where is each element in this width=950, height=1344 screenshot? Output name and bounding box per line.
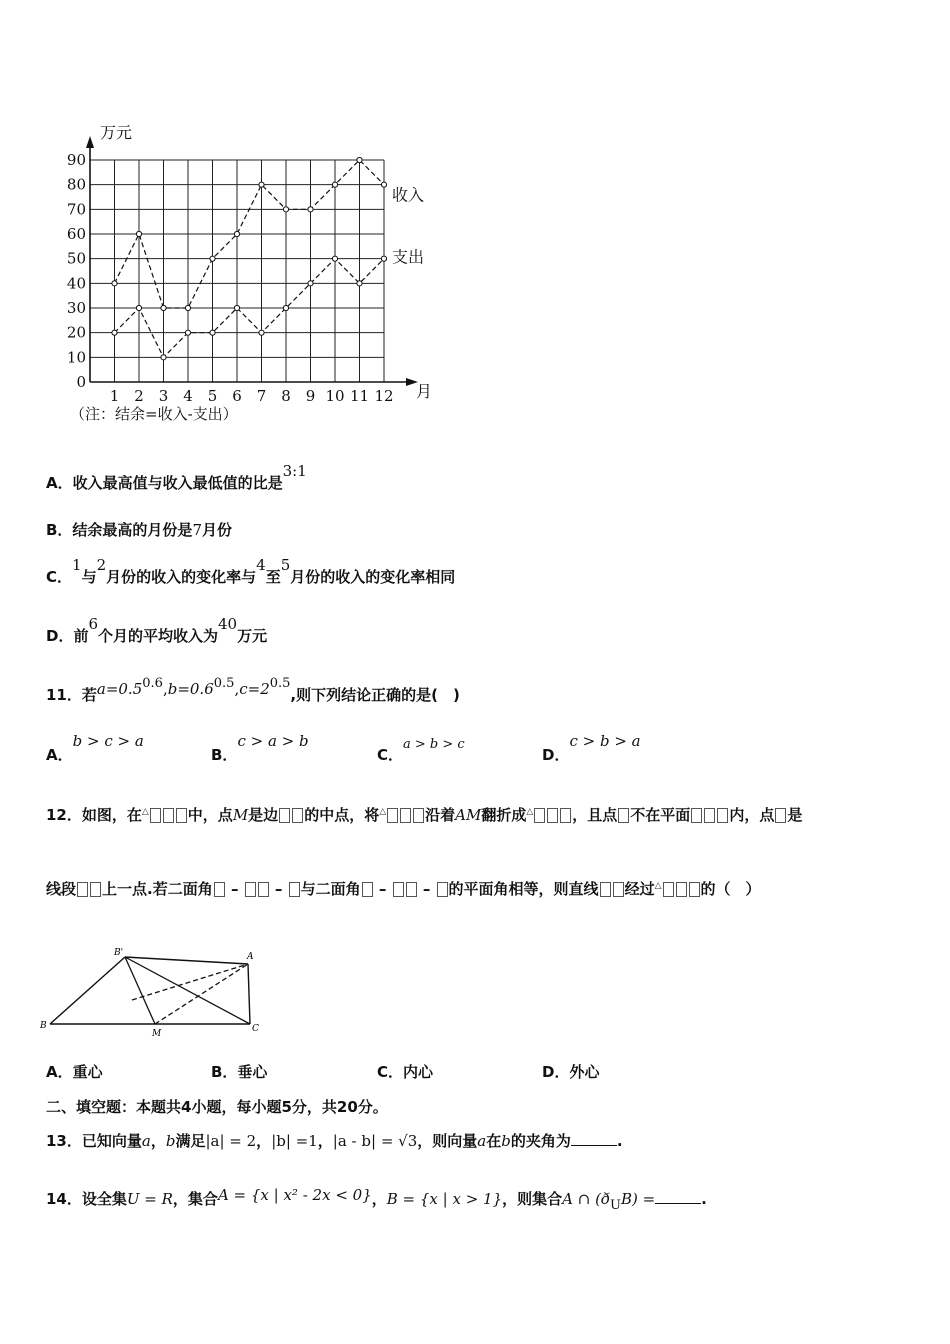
q12-line-1 [46,804,802,825]
q10-d-m1: 6 [88,615,98,633]
q12-l2-t3: 与二面角 [300,880,361,898]
data-point [210,256,215,261]
q12-option-c[interactable]: C．内心 [377,1063,434,1081]
q13-t5: ， [317,1132,333,1150]
y-tick-label: 80 [66,175,86,194]
q12-l1-t4: 的中点，将 [304,806,380,824]
label-a: A [247,952,254,962]
label-b-prime: B' [114,948,124,958]
y-tick-label: 60 [66,225,86,243]
q11-option-d[interactable] [542,732,641,765]
q12-l2-t5: 经过 [624,880,655,898]
data-point [185,330,190,335]
q12-option-d[interactable]: D．外心 [542,1063,600,1081]
missing-glyph [393,882,404,897]
q10-c-m3: 4 [256,556,266,574]
section-title: 二、填空题：本题共4小题，每小题5分，共20分。 [46,1098,388,1116]
q12-l2-t4: 的平面角相等，则直线 [448,880,599,898]
chart-note: （注：结余=收入-支出） [70,405,238,423]
q13-vec-b: b [165,1132,176,1150]
q12-l1-t10: 是 [787,806,803,824]
label-c: C [252,1024,259,1034]
q14-m4-sub: U [609,1198,621,1213]
q10-c-m4: 5 [280,556,291,574]
x-tick-label: 4 [183,387,193,405]
missing-glyph [289,882,300,897]
x-tick-label: 12 [374,387,394,405]
data-point [308,207,313,212]
q13-m1: |a| = 2 [205,1132,257,1150]
q12-l1-t6: 翻折成 [481,806,527,824]
answer-blank[interactable] [571,1133,617,1146]
q11-option-b[interactable] [211,732,309,765]
q11-a-exp: 0.6 [142,676,163,691]
q14-t5: . [701,1190,707,1208]
data-point [259,330,264,335]
q12-l1-t3: 是边 [248,806,279,824]
data-point [332,256,337,261]
data-point [381,182,386,187]
triangle-icon: △ [526,807,534,817]
q13-t3: 满足 [175,1132,206,1150]
q12-l2-t2: 上一点.若二面角 [102,880,213,898]
missing-glyph [387,808,398,823]
y-axis-label: 万元 [100,123,133,142]
q10-option-a[interactable] [46,462,307,493]
missing-glyph [560,808,571,823]
q14-t2: ，集合 [172,1190,218,1208]
q13-t9: . [616,1132,623,1150]
q13-vec-a-2: a [477,1132,487,1150]
q12-l2-t1: 线段 [46,880,77,898]
data-point [185,305,190,310]
data-point [234,231,239,236]
x-tick-label: 1 [109,387,120,405]
missing-glyph [176,808,187,823]
q10-c-t4: 至 [265,568,281,586]
x-tick-label: 6 [232,387,242,405]
q12-l1-t9: 内，点 [729,806,775,824]
missing-glyph [689,882,700,897]
missing-glyph [691,808,702,823]
q14-m3: B = {x | x > 1} [386,1190,503,1208]
q13-vec-b-2: b [501,1132,511,1150]
data-point [357,281,362,286]
q11-d-label: D． [542,746,570,764]
q10-c-m1: 1 [72,556,82,574]
q10-c-label: C． [46,568,73,586]
y-tick-label: 90 [66,151,86,169]
missing-glyph [406,882,417,897]
q13-t6: ，则向量 [417,1132,478,1150]
missing-glyph [600,882,611,897]
data-point [308,281,313,286]
q11-c-label: C． [377,746,404,764]
q14-stem [46,1186,707,1213]
q13-t2: ， [150,1132,166,1150]
missing-glyph [279,808,290,823]
q12-l1-t2: 中，点 [187,806,233,824]
series-label-expense: 支出 [392,247,425,267]
y-axis-arrow [86,136,94,148]
data-point [283,305,288,310]
missing-glyph [613,882,624,897]
missing-glyph [618,808,629,823]
q14-m4b: B) = [620,1190,656,1208]
q10-option-b-suffix: 月份 [201,521,232,539]
y-tick-label: 10 [66,348,86,367]
q13-vec-a: a [141,1132,151,1150]
q11-c-eq: c=2 [239,680,270,698]
missing-glyph [775,808,786,823]
q11-suffix: ,则下列结论正确的是( ) [290,686,460,704]
missing-glyph [77,882,88,897]
missing-glyph [292,808,303,823]
q11-stem [46,676,460,705]
data-point [283,207,288,212]
x-tick-label: 7 [256,387,267,405]
folded-triangle-figure [40,940,270,1045]
q10-d-t3: 万元 [237,627,268,645]
triangle-icon: △ [379,807,387,817]
missing-glyph [90,882,101,897]
missing-glyph [150,808,161,823]
q12-option-b[interactable]: B．垂心 [211,1063,268,1081]
x-tick-label: 11 [349,387,370,405]
q13-t1: 13．已知向量 [46,1132,142,1150]
missing-glyph [704,808,715,823]
q11-expr: a=0.50.6,b=0.60.5,c=20.5 [96,676,291,698]
q11-d-math: c > b > a [569,732,641,750]
missing-glyph [214,882,225,897]
label-b: B [40,1021,47,1031]
x-tick-label: 9 [305,387,316,405]
q13-stem [46,1130,623,1151]
missing-glyph [534,808,545,823]
q14-t3: ， [371,1190,387,1208]
x-tick-label: 5 [207,387,218,405]
y-tick-label: 0 [76,373,86,391]
q14-t4: ，则集合 [502,1190,563,1208]
q10-c-t2: 与 [81,568,97,586]
missing-glyph [258,882,269,897]
q10-option-b-text: B．结余最高的月份是 [46,521,193,539]
missing-glyph [547,808,558,823]
y-tick-label: 40 [66,274,86,293]
q10-d-t2: 个月的平均收入为 [98,627,219,645]
x-tick-label: 2 [134,387,144,405]
x-tick-label: 8 [281,387,291,405]
x-axis-label: 月 [416,382,433,401]
q11-option-c[interactable] [377,737,465,765]
q12-l1-t8: 不在平面 [630,806,691,824]
series-label-income: 收入 [392,185,425,205]
data-point [381,256,386,261]
q12-point-m: M [232,806,249,824]
ratio-math: 3:1 [282,462,307,480]
q10-option-c[interactable] [46,556,456,587]
missing-glyph [362,882,373,897]
month-math: 7 [192,521,202,539]
q11-prefix: 11．若 [46,686,97,704]
q12-l1-t5: 沿着 [425,806,456,824]
q11-b-label: B． [211,746,238,764]
missing-glyph [163,808,174,823]
q11-c-exp: 0.5 [269,676,291,691]
data-point [210,330,215,335]
missing-glyph [245,882,256,897]
q11-c-math: a > b > c [403,737,465,752]
q13-t8: 的夹角为 [510,1132,571,1150]
y-tick-label: 50 [66,249,86,268]
q11-a-label: A． [46,746,73,764]
missing-glyph [663,882,674,897]
triangle-icon: △ [141,807,149,817]
q13-t7: 在 [486,1132,502,1150]
q12-option-a[interactable]: A．重心 [46,1063,103,1081]
q14-m4: A ∩ (ð [562,1190,610,1208]
x-tick-label: 10 [325,387,345,405]
q13-m3: |a - b| = √3 [332,1132,418,1150]
data-point [357,157,362,162]
y-tick-label: 20 [66,323,86,342]
q10-option-d[interactable] [46,615,268,646]
missing-glyph [413,808,424,823]
q10-c-t5: 月份的收入的变化率相同 [290,568,456,586]
q10-c-t3: 月份的收入的变化率与 [106,568,257,586]
q12-l1-t7: ，且点 [572,806,618,824]
data-point [112,330,117,335]
missing-glyph [437,882,448,897]
x-tick-label: 3 [158,387,169,405]
q10-d-label: D．前 [46,627,89,645]
q11-a-eq: a=0.5 [96,680,143,698]
income-expense-chart [40,110,460,430]
q11-b-eq: b=0.6 [167,680,214,698]
q11-option-a[interactable] [46,732,144,765]
data-point [332,182,337,187]
data-point [112,281,117,286]
q12-line-2: 线段 上一点.若二面角 – – 与二面角 – – 的平面角相等，则直线 经过△ 的（ ） [46,880,761,898]
data-point [234,305,239,310]
triangle-icon: △ [654,881,662,891]
q12-line-am: AM [455,806,482,824]
data-point [259,182,264,187]
q10-d-m2: 40 [218,615,238,633]
q10-option-b[interactable] [46,519,232,540]
q14-t1: 14．设全集 [46,1190,127,1208]
missing-glyph [717,808,728,823]
q14-m2: A = {x | x² - 2x < 0} [217,1186,372,1204]
missing-glyph [676,882,687,897]
label-m: M [152,1029,162,1039]
q12-l1-t1: 12．如图，在 [46,806,142,824]
data-point [136,231,141,236]
y-tick-label: 70 [66,200,86,219]
data-point [161,355,166,360]
y-tick-label: 30 [66,299,86,317]
q13-t4: ， [256,1132,272,1150]
q11-b-math: c > a > b [237,732,309,750]
answer-blank[interactable] [655,1191,701,1204]
q11-a-math: b > c > a [72,732,144,750]
q10-option-a-text: A．收入最高值与收入最低值的比是 [46,474,283,492]
q11-b-exp: 0.5 [213,676,235,691]
q10-c-m2: 2 [96,556,107,574]
data-point [136,305,141,310]
q14-m1: U = R [126,1190,173,1208]
missing-glyph [400,808,411,823]
data-point [161,305,166,310]
q13-m2: |b| =1 [271,1132,318,1150]
q12-l2-t6: 的（ ） [700,880,761,898]
